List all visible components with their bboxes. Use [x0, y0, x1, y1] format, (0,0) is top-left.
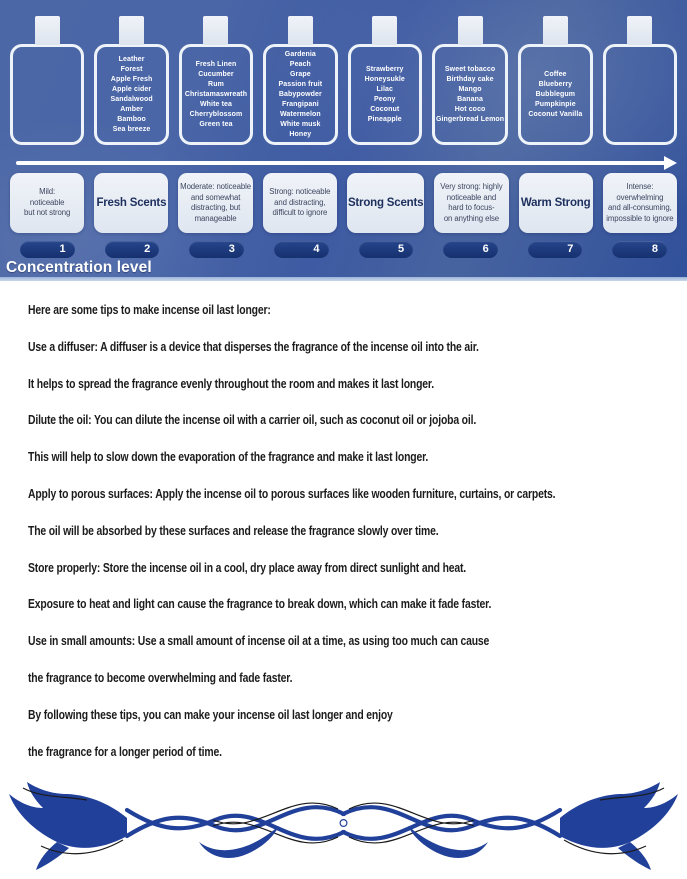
- level-description-line: difficult to ignore: [272, 208, 328, 218]
- level-number: 8: [651, 243, 658, 255]
- scent-name: Forest: [120, 65, 143, 73]
- scent-name: Leather: [118, 55, 145, 63]
- level-box-7: [519, 173, 593, 233]
- scent-name: Lilac: [376, 85, 393, 93]
- scent-concentration-banner: [0, 0, 687, 281]
- bottle-body: [432, 44, 508, 145]
- intensity-arrow: [16, 156, 677, 170]
- level-number-pill-3: [189, 241, 244, 258]
- scent-bottle-7: [518, 16, 592, 145]
- scent-name: Cherryblossom: [189, 110, 243, 118]
- scent-bottle-2: [94, 16, 168, 145]
- level-description-line: noticeable and: [446, 192, 497, 202]
- level-description-line: noticeable: [29, 197, 65, 207]
- scent-name: Cucumber: [198, 70, 234, 78]
- level-description-line: Warm Strong: [520, 196, 591, 209]
- bottle-body: [179, 44, 253, 145]
- level-box-6: [434, 173, 508, 233]
- level-box-8: [603, 173, 677, 233]
- scent-name: Peach: [289, 60, 311, 68]
- bottle-body: [263, 44, 337, 145]
- scent-bottles-row: [10, 16, 677, 145]
- flourish-center-dot: [340, 820, 347, 827]
- level-number: 7: [567, 243, 574, 255]
- scent-name: Blueberry: [538, 80, 573, 88]
- level-box-5: [347, 173, 424, 233]
- level-description-line: overwhelming: [616, 192, 664, 202]
- level-box-3: [178, 173, 252, 233]
- scent-name: Banana: [457, 95, 483, 103]
- scent-name: Coconut Vanilla: [528, 110, 583, 118]
- tip-line: Here are some tips to make incense oil last longer:: [28, 302, 271, 317]
- scent-name: Green tea: [199, 120, 233, 128]
- level-description-line: distracting, but: [191, 203, 241, 212]
- tip-line: This will help to slow down the evaporation of the fragrance and make it last longer.: [28, 449, 429, 465]
- scent-name: Passion fruit: [278, 80, 323, 88]
- tips-section: [28, 302, 673, 780]
- level-number: 1: [59, 243, 66, 255]
- tip-line: the fragrance to become overwhelming and fade faster.: [28, 669, 293, 685]
- scent-bottle-5: [348, 16, 422, 145]
- bottle-cap-icon: [458, 16, 483, 45]
- scent-name: Mango: [458, 85, 482, 93]
- scent-name: Sea breeze: [112, 125, 151, 133]
- bottle-cap-icon: [372, 16, 397, 45]
- level-description-line: Strong Scents: [347, 196, 424, 209]
- level-description-line: Mild:: [39, 187, 56, 197]
- tip-line: Use a diffuser: A diffuser is a device that disperses the fragrance of the incense oil into the air.: [28, 338, 479, 354]
- scent-bottle-4: [263, 16, 337, 145]
- arrow-line: [16, 161, 669, 165]
- tip-line: the fragrance for a longer period of time.: [28, 743, 222, 759]
- level-number: 2: [144, 243, 151, 255]
- scent-name: Frangipani: [281, 100, 319, 108]
- level-numbers-row: [10, 241, 677, 258]
- scent-name: Christamaswreath: [184, 90, 248, 98]
- level-description-line: Fresh Scents: [96, 196, 167, 209]
- scent-bottle-3: [179, 16, 253, 145]
- bottle-cap-icon: [543, 16, 568, 45]
- decorative-flourish: [0, 774, 687, 870]
- bottle-body: [348, 44, 422, 145]
- level-number: 4: [313, 243, 320, 255]
- level-description-line: and distracting,: [274, 197, 326, 207]
- level-number-pill-5: [359, 241, 414, 258]
- tip-line: Exposure to heat and light can cause the fragrance to break down, which can make it fade faster.: [28, 596, 492, 612]
- bottle-cap-icon: [203, 16, 228, 45]
- bottle-body: [518, 44, 592, 145]
- scent-name: Coffee: [544, 70, 567, 78]
- scent-name: Babypowder: [278, 90, 322, 98]
- scent-name: Sandalwood: [110, 95, 153, 103]
- scent-bottle-8: [603, 16, 677, 145]
- tip-line: Dilute the oil: You can dilute the incense oil with a carrier oil, such as coconut oil or jojoba oil.: [28, 412, 477, 428]
- level-box-1: [10, 173, 84, 233]
- level-description-line: but not strong: [23, 208, 71, 218]
- scent-name: Peony: [374, 95, 396, 103]
- scent-name: White tea: [199, 100, 232, 108]
- level-number-pill-7: [528, 241, 583, 258]
- bottle-body: [10, 44, 84, 145]
- scent-bottle-1: [10, 16, 84, 145]
- scent-name: Bubblegum: [535, 90, 576, 98]
- level-description-line: impossible to ignore: [606, 213, 674, 223]
- concentration-levels-row: [10, 173, 677, 233]
- level-number: 3: [228, 243, 235, 255]
- scent-name: Apple cider: [111, 85, 152, 93]
- scent-bottle-6: [432, 16, 508, 145]
- level-description-line: Moderate: noticeable: [180, 182, 251, 191]
- tip-line: Apply to porous surfaces: Apply the incense oil to porous surfaces like wooden furniture, curtains, or carpets.: [28, 485, 556, 501]
- scent-name: Gingerbread Lemon: [435, 115, 505, 123]
- scent-name: Bamboo: [117, 115, 146, 123]
- level-description-line: manageable: [194, 213, 237, 223]
- level-number-pill-2: [105, 241, 160, 258]
- level-number: 5: [398, 243, 405, 255]
- banner-bottom-strip: [0, 277, 687, 281]
- level-number-pill-4: [274, 241, 329, 258]
- tip-line: By following these tips, you can make your incense oil last longer and enjoy: [28, 706, 393, 722]
- level-description-line: and somewhat: [190, 192, 241, 202]
- tip-line: Store properly: Store the incense oil in a cool, dry place away from direct sunlight and heat.: [28, 559, 467, 575]
- scent-name: White musk: [280, 120, 321, 128]
- bottle-cap-icon: [119, 16, 144, 45]
- level-description-line: Very strong: highly: [440, 182, 503, 191]
- tip-line: Use in small amounts: Use a small amount of incense oil at a time, as using too much can cause: [28, 633, 490, 649]
- scent-name: Sweet tobacco: [444, 65, 496, 73]
- scent-name: Apple Fresh: [110, 75, 153, 83]
- scent-name: Birthday cake: [446, 75, 494, 83]
- level-description-line: hard to focus-: [448, 203, 495, 212]
- level-description-line: Intense:: [626, 182, 654, 191]
- bottle-body: [94, 44, 168, 145]
- level-box-4: [263, 173, 337, 233]
- bottle-body: [603, 44, 677, 145]
- scent-name: Amber: [120, 105, 143, 113]
- scent-name: Pineapple: [367, 115, 402, 123]
- bottle-cap-icon: [35, 16, 60, 45]
- scent-name: Honeysukle: [364, 75, 405, 83]
- scent-name: Hot coco: [454, 105, 486, 113]
- scent-name: Honey: [289, 130, 312, 138]
- tip-line: The oil will be absorbed by these surfaces and release the fragrance slowly over time.: [28, 522, 439, 538]
- tip-line: It helps to spread the fragrance evenly throughout the room and makes it last longer.: [28, 375, 434, 391]
- scent-name: Watermelon: [279, 110, 321, 118]
- level-number: 6: [482, 243, 489, 255]
- level-description-line: on anything else: [443, 213, 499, 223]
- level-description-line: Strong: noticeable: [269, 187, 331, 197]
- arrow-head-icon: [664, 156, 677, 170]
- scent-name: Fresh Linen: [195, 60, 237, 68]
- scent-name: Pumpkinpie: [535, 100, 576, 108]
- concentration-level-label: Concentration level: [6, 259, 152, 276]
- scent-name: Grape: [290, 70, 311, 78]
- bottle-cap-icon: [627, 16, 652, 45]
- scent-name: Strawberry: [365, 65, 404, 73]
- bottle-cap-icon: [288, 16, 313, 45]
- level-box-2: [94, 173, 168, 233]
- scent-name: Gardenia: [284, 50, 316, 58]
- level-number-pill-6: [443, 241, 498, 258]
- level-number-pill-8: [612, 241, 667, 258]
- scent-name: Coconut: [370, 105, 400, 113]
- level-description-line: and all-consuming,: [608, 203, 672, 212]
- scent-name: Rum: [208, 80, 224, 88]
- level-number-pill-1: [20, 241, 75, 258]
